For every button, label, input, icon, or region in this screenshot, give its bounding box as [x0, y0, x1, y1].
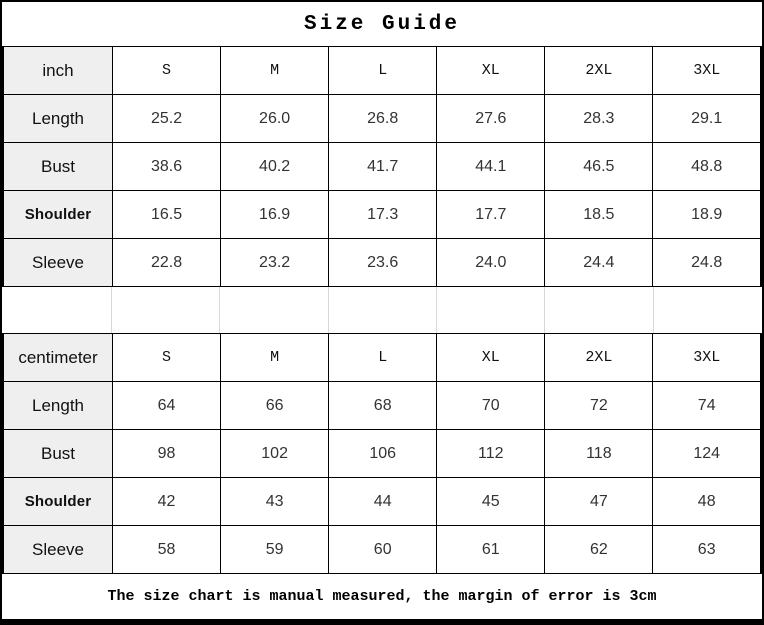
- footer-note: The size chart is manual measured, the margin of error is 3cm: [107, 588, 657, 605]
- value-cell: 42: [113, 478, 221, 526]
- value-cell: 68: [329, 382, 437, 430]
- size-table-inch: [2, 46, 762, 287]
- size-header-cell: S: [113, 334, 221, 382]
- spacer-cell: [2, 287, 112, 333]
- value-cell: 98: [113, 430, 221, 478]
- spacer-cell: [654, 287, 762, 333]
- table-row: [3, 478, 761, 526]
- value-cell: 124: [653, 430, 761, 478]
- value-cell: 48: [653, 478, 761, 526]
- size-header-cell: S: [113, 47, 221, 95]
- size-table-centimeter: [2, 333, 762, 574]
- value-cell: 64: [113, 382, 221, 430]
- value-cell: 24.8: [653, 239, 761, 287]
- value-cell: 70: [437, 382, 545, 430]
- value-cell: 48.8: [653, 143, 761, 191]
- measure-label-cell: Sleeve: [3, 239, 113, 287]
- value-cell: 102: [221, 430, 329, 478]
- table-row: [3, 239, 761, 287]
- value-cell: 26.0: [221, 95, 329, 143]
- value-cell: 60: [329, 526, 437, 574]
- spacer-cell: [329, 287, 437, 333]
- size-header-cell: 2XL: [545, 47, 653, 95]
- value-cell: 24.0: [437, 239, 545, 287]
- value-cell: 112: [437, 430, 545, 478]
- value-cell: 26.8: [329, 95, 437, 143]
- spacer-cell: [220, 287, 328, 333]
- value-cell: 25.2: [113, 95, 221, 143]
- size-header-cell: XL: [437, 47, 545, 95]
- value-cell: 29.1: [653, 95, 761, 143]
- measure-label-cell: Length: [3, 382, 113, 430]
- measure-label-cell: Sleeve: [3, 526, 113, 574]
- value-cell: 43: [221, 478, 329, 526]
- unit-cell: centimeter: [3, 334, 113, 382]
- table-row: [3, 47, 761, 95]
- value-cell: 38.6: [113, 143, 221, 191]
- size-header-cell: 3XL: [653, 334, 761, 382]
- value-cell: 59: [221, 526, 329, 574]
- unit-cell: inch: [3, 47, 113, 95]
- size-header-cell: 3XL: [653, 47, 761, 95]
- measure-label-cell: Shoulder: [3, 191, 113, 239]
- value-cell: 61: [437, 526, 545, 574]
- table-row: [3, 526, 761, 574]
- size-header-cell: 2XL: [545, 334, 653, 382]
- value-cell: 18.9: [653, 191, 761, 239]
- measure-label-cell: Bust: [3, 143, 113, 191]
- table-row: [3, 334, 761, 382]
- table-row: [3, 382, 761, 430]
- table-row: [3, 95, 761, 143]
- value-cell: 18.5: [545, 191, 653, 239]
- value-cell: 118: [545, 430, 653, 478]
- value-cell: 47: [545, 478, 653, 526]
- value-cell: 17.3: [329, 191, 437, 239]
- size-header-cell: M: [221, 47, 329, 95]
- value-cell: 24.4: [545, 239, 653, 287]
- value-cell: 23.6: [329, 239, 437, 287]
- value-cell: 44: [329, 478, 437, 526]
- value-cell: 16.5: [113, 191, 221, 239]
- value-cell: 40.2: [221, 143, 329, 191]
- spacer-cell: [437, 287, 545, 333]
- value-cell: 41.7: [329, 143, 437, 191]
- value-cell: 62: [545, 526, 653, 574]
- size-header-cell: L: [329, 334, 437, 382]
- value-cell: 22.8: [113, 239, 221, 287]
- spacer-cell: [112, 287, 220, 333]
- table-row: [3, 430, 761, 478]
- value-cell: 23.2: [221, 239, 329, 287]
- page-title: Size Guide: [303, 12, 461, 36]
- size-header-cell: XL: [437, 334, 545, 382]
- measure-label-cell: Shoulder: [3, 478, 113, 526]
- value-cell: 46.5: [545, 143, 653, 191]
- measure-label-cell: Bust: [3, 430, 113, 478]
- value-cell: 17.7: [437, 191, 545, 239]
- value-cell: 45: [437, 478, 545, 526]
- value-cell: 72: [545, 382, 653, 430]
- value-cell: 106: [329, 430, 437, 478]
- value-cell: 63: [653, 526, 761, 574]
- value-cell: 66: [221, 382, 329, 430]
- table-row: [3, 191, 761, 239]
- value-cell: 44.1: [437, 143, 545, 191]
- size-header-cell: M: [221, 334, 329, 382]
- table-spacer: [2, 287, 762, 333]
- size-header-cell: L: [329, 47, 437, 95]
- value-cell: 58: [113, 526, 221, 574]
- spacer-cell: [545, 287, 653, 333]
- value-cell: 74: [653, 382, 761, 430]
- measure-label-cell: Length: [3, 95, 113, 143]
- value-cell: 28.3: [545, 95, 653, 143]
- table-row: [3, 143, 761, 191]
- value-cell: 27.6: [437, 95, 545, 143]
- value-cell: 16.9: [221, 191, 329, 239]
